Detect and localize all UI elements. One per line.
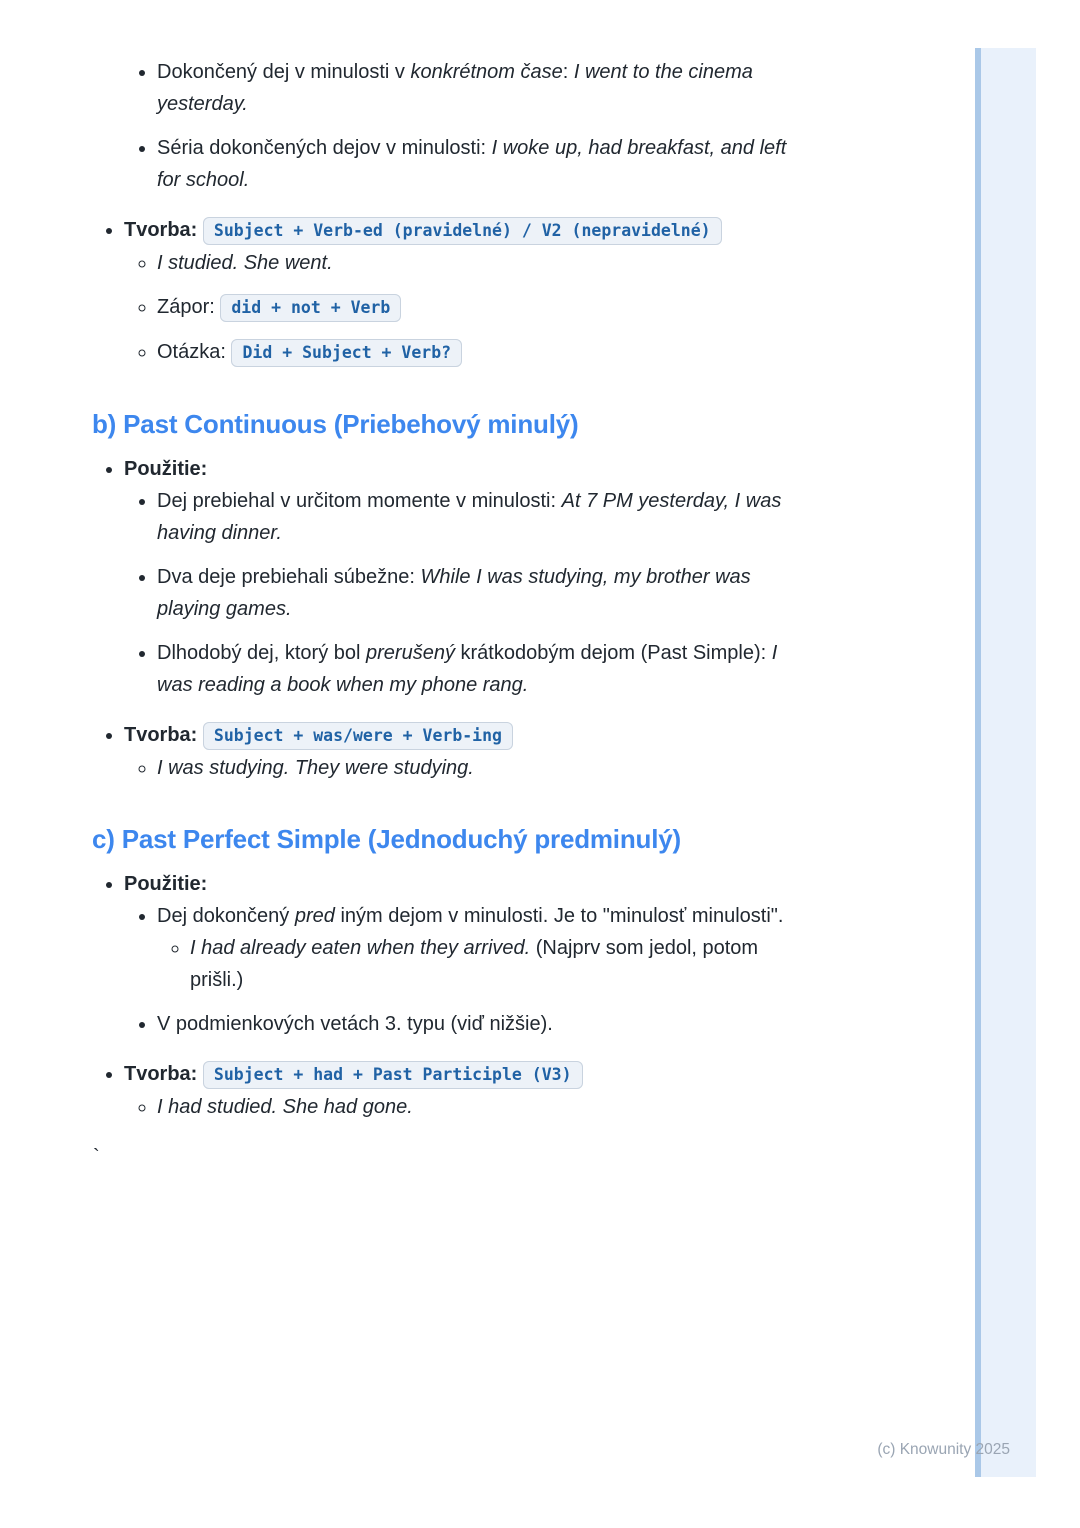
right-margin-panel xyxy=(981,48,1036,1477)
past-perfect-usage-sublist xyxy=(124,900,804,1040)
text-segment: I had already eaten when they arrived. xyxy=(190,937,531,959)
text-segment: prerušený xyxy=(366,642,455,664)
text-segment: (Najprv som jedol, potom prišli.) xyxy=(190,937,759,991)
past-simple-form-list xyxy=(92,214,804,369)
list-item xyxy=(157,1008,804,1040)
past-simple-form-sublist xyxy=(124,247,804,369)
list-item-text xyxy=(157,252,333,274)
code-formula: Subject + Verb-ed (pravidelné) / V2 (nepravidelné) xyxy=(203,217,722,245)
text-segment: I was studying. They were studying. xyxy=(157,757,474,779)
list-item-text xyxy=(157,642,777,696)
code-formula: Did + Subject + Verb? xyxy=(231,339,462,367)
text-segment: konkrétnom čase xyxy=(410,61,563,83)
text-segment: Tvorba: xyxy=(124,219,198,241)
list-item xyxy=(157,485,804,549)
list-item-text xyxy=(157,61,753,115)
section-heading-past-continuous: b) Past Continuous (Priebehový minulý) xyxy=(92,409,579,439)
list-item xyxy=(124,453,804,701)
footer-copyright: (c) Knowunity 2025 xyxy=(877,1441,1010,1458)
past-perfect-form-sublist xyxy=(124,1091,804,1123)
text-segment: Tvorba: xyxy=(124,724,198,746)
code-formula: did + not + Verb xyxy=(220,294,401,322)
right-margin-panel-border xyxy=(975,48,981,1477)
list-item xyxy=(157,900,804,996)
past-continuous-form-sublist xyxy=(124,752,804,784)
text-segment: I woke up, had breakfast, and left for school. xyxy=(157,137,787,191)
section-heading-past-perfect: c) Past Perfect Simple (Jednoduchý predminulý) xyxy=(92,824,681,854)
list-item-text xyxy=(190,937,758,991)
list-item-text xyxy=(157,566,751,620)
text-segment: V podmienkových vetách 3. typu (viď nižšie). xyxy=(157,1013,553,1035)
list-item xyxy=(157,247,804,279)
list-item-text xyxy=(157,137,786,191)
text-segment: Použitie: xyxy=(124,873,208,895)
list-item-text xyxy=(157,341,462,363)
list-item-text xyxy=(157,1096,413,1118)
stray-backtick: ` xyxy=(93,1146,100,1168)
list-item xyxy=(124,719,804,784)
list-item-text xyxy=(157,757,474,779)
text-segment: I had studied. She had gone. xyxy=(157,1096,413,1118)
text-segment: Dej prebiehal v určitom momente v minulosti: xyxy=(157,490,562,512)
text-segment: Otázka: xyxy=(157,341,232,363)
form-lead-text xyxy=(124,724,513,746)
text-segment: : xyxy=(562,61,574,83)
list-item xyxy=(124,868,804,1040)
list-item xyxy=(157,56,804,120)
form-lead-text xyxy=(124,219,722,241)
list-item-text xyxy=(157,905,783,927)
text-segment: Dlhodobý dej, ktorý bol xyxy=(157,642,367,664)
text-segment: At 7 PM yesterday, I was having dinner. xyxy=(157,490,782,544)
code-formula: Subject + was/were + Verb-ing xyxy=(203,722,513,750)
list-item xyxy=(157,637,804,701)
form-lead-text xyxy=(124,1063,583,1085)
text-segment: While I was studying, my brother was playing games. xyxy=(157,566,751,620)
past-perfect-example-sublist xyxy=(157,932,804,996)
intro-bullet-list xyxy=(92,56,804,196)
list-item xyxy=(124,1058,804,1123)
past-perfect-usage-list xyxy=(92,868,804,1040)
past-continuous-form-list xyxy=(92,719,804,784)
text-segment: I was reading a book when my phone rang. xyxy=(157,642,778,696)
code-formula: Subject + had + Past Participle (V3) xyxy=(203,1061,583,1089)
list-item-text xyxy=(157,1013,553,1035)
text-segment: Séria dokončených dejov v minulosti: xyxy=(157,137,492,159)
text-segment: pred xyxy=(294,905,335,927)
list-item xyxy=(157,1091,804,1123)
text-segment: krátkodobým dejom (Past Simple): xyxy=(454,642,772,664)
list-item xyxy=(190,932,804,996)
text-segment: Dokončený dej v minulosti v xyxy=(157,61,411,83)
past-continuous-usage-sublist xyxy=(124,485,804,701)
list-item-text xyxy=(157,296,401,318)
usage-lead-text xyxy=(124,873,207,895)
usage-lead-text xyxy=(124,458,207,480)
text-segment: I studied. She went. xyxy=(157,252,333,274)
list-item xyxy=(157,561,804,625)
list-item xyxy=(157,752,804,784)
text-segment: Dej dokončený xyxy=(157,905,295,927)
list-item xyxy=(157,291,804,324)
list-item xyxy=(157,336,804,369)
document-content xyxy=(92,44,804,1173)
past-continuous-usage-list xyxy=(92,453,804,701)
text-segment: Tvorba: xyxy=(124,1063,198,1085)
list-item xyxy=(157,132,804,196)
text-segment: Použitie: xyxy=(124,458,208,480)
list-item xyxy=(124,214,804,369)
text-segment: Zápor: xyxy=(157,296,221,318)
text-segment: Dva deje prebiehali súbežne: xyxy=(157,566,421,588)
past-perfect-form-list xyxy=(92,1058,804,1123)
text-segment: iným dejom v minulosti. Je to "minulosť minulosti". xyxy=(334,905,784,927)
text-segment: I went to the cinema yesterday. xyxy=(157,61,753,115)
list-item-text xyxy=(157,490,781,544)
